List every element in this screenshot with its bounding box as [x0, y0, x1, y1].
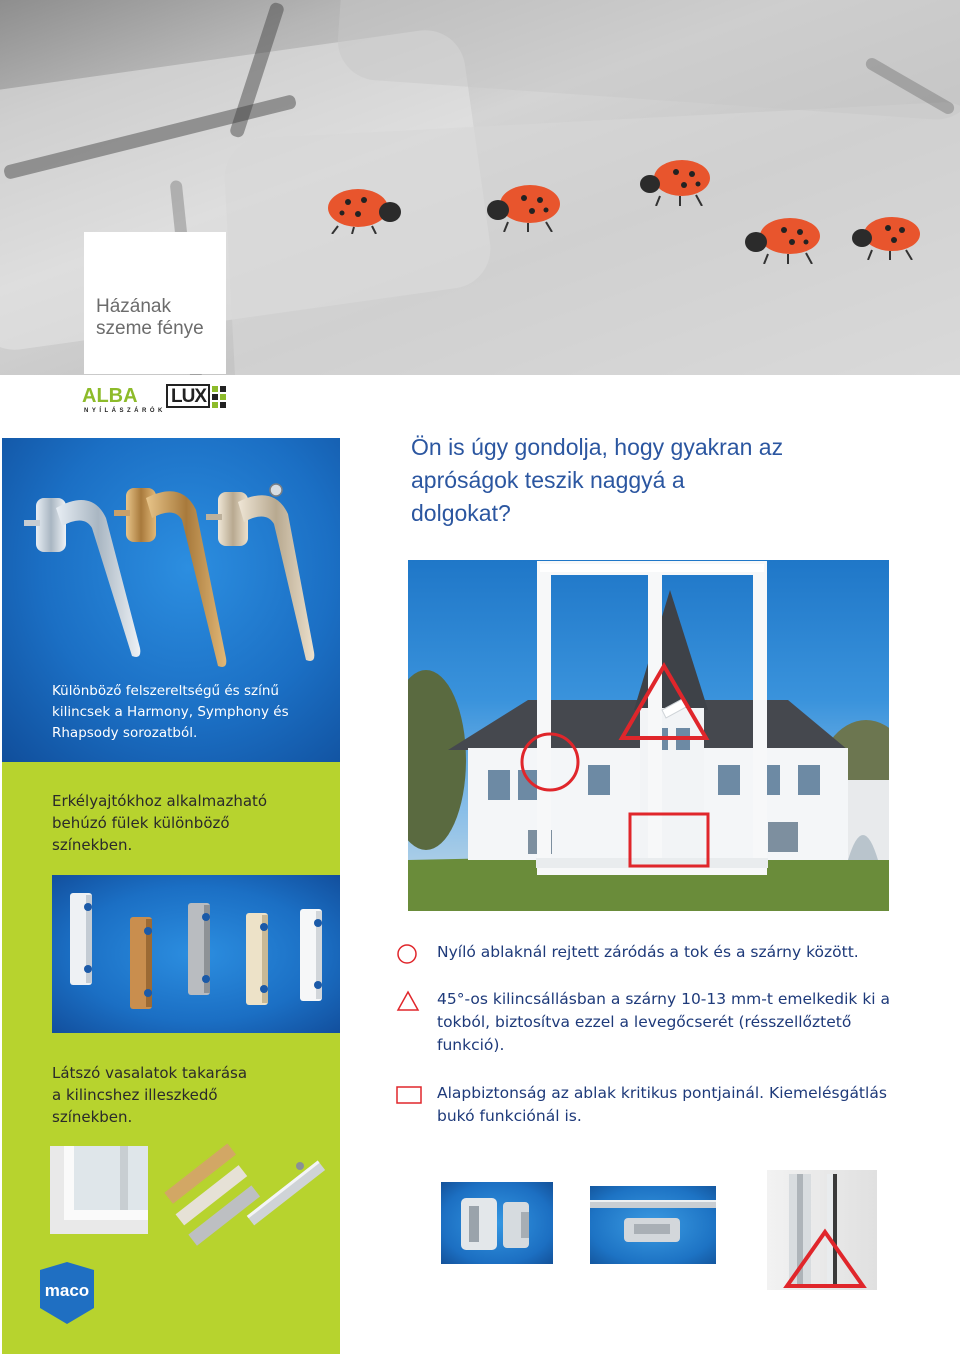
headline-line: dolgokat? — [411, 500, 511, 526]
logo-squares-icon — [212, 386, 226, 408]
tilt-mechanism-image — [590, 1186, 716, 1264]
legend-text-line: tokból, biztosítva ezzel a levegőcserét (résszellőztető — [437, 1013, 852, 1031]
legend-row — [396, 988, 936, 1060]
logo-alba-text: ALBA — [82, 385, 138, 407]
house-window-image — [408, 560, 889, 911]
circle-icon — [396, 943, 418, 965]
tilt-mechanism-photo — [590, 1186, 716, 1264]
headline-line: Ön is úgy gondolja, hogy gyakran az — [411, 434, 784, 460]
caption-line: Rhapsody sorozatból. — [52, 725, 198, 741]
window-corner-image — [50, 1146, 148, 1234]
caption-covers — [52, 1062, 312, 1128]
legend-text — [437, 988, 937, 1057]
legend-text-line: funkció). — [437, 1036, 505, 1054]
pull-ears-panel — [52, 875, 340, 1033]
caption-ears — [52, 790, 312, 856]
caption-line: Erkélyajtókhoz alkalmazható — [52, 792, 268, 810]
tagline — [96, 296, 204, 340]
ladybug-icon — [318, 182, 404, 234]
cover-strips-image — [162, 1136, 332, 1250]
caption-line: színekben. — [52, 836, 133, 854]
triangle-icon — [396, 990, 420, 1012]
cover-strips-photo — [162, 1136, 332, 1250]
maco-logo — [40, 1262, 94, 1324]
legend-text: Nyíló ablaknál rejtett záródás a tok és a szárny között. — [437, 943, 859, 961]
albalux-logo — [82, 384, 232, 418]
caption-line: kilincsek a Harmony, Symphony és — [52, 704, 289, 720]
legend-row — [396, 941, 936, 965]
ladybug-icon — [484, 180, 570, 232]
headline — [411, 431, 931, 530]
legend-row — [396, 1082, 936, 1130]
hidden-lock-image — [441, 1182, 553, 1264]
security-profile-image — [767, 1170, 877, 1290]
ladybug-icon — [742, 212, 828, 264]
caption-handles — [52, 681, 312, 744]
house-window-photo — [408, 560, 889, 911]
caption-line: Látszó vasalatok takarása — [52, 1064, 248, 1082]
caption-line: behúzó fülek különböző — [52, 814, 230, 832]
legend-text-line: bukó funkciónál is. — [437, 1107, 582, 1125]
pull-ears-image — [60, 883, 340, 1023]
hidden-lock-photo — [441, 1182, 553, 1264]
window-corner-photo — [50, 1146, 148, 1234]
rectangle-icon — [396, 1086, 422, 1104]
legend-text — [437, 1082, 937, 1128]
legend-text-line: 45°-os kilincsállásban a szárny 10-13 mm-t emelkedik ki a — [437, 990, 891, 1008]
legend-text-line: Alapbiztonság az ablak kritikus pontjainál. Kiemelésgátlás — [437, 1084, 887, 1102]
headline-line: apróságok teszik naggyá a — [411, 467, 685, 493]
logo-lux-text: LUX — [171, 386, 206, 407]
tagline-line: Házának — [96, 296, 171, 317]
logo-lux-box — [166, 384, 210, 408]
maco-logo-text: maco — [44, 1281, 90, 1300]
security-profile-photo — [767, 1170, 877, 1290]
window-handles-image — [22, 468, 322, 688]
tagline-line: szeme fénye — [96, 318, 204, 339]
caption-line: a kilincshez illeszkedő — [52, 1086, 218, 1104]
logo-subtitle: NYÍLÁSZÁRÓK — [84, 408, 166, 414]
ladybug-icon — [848, 210, 928, 260]
caption-line: színekben. — [52, 1108, 133, 1126]
ladybug-icon — [634, 156, 720, 206]
caption-line: Különböző felszereltségű és színű — [52, 683, 279, 699]
